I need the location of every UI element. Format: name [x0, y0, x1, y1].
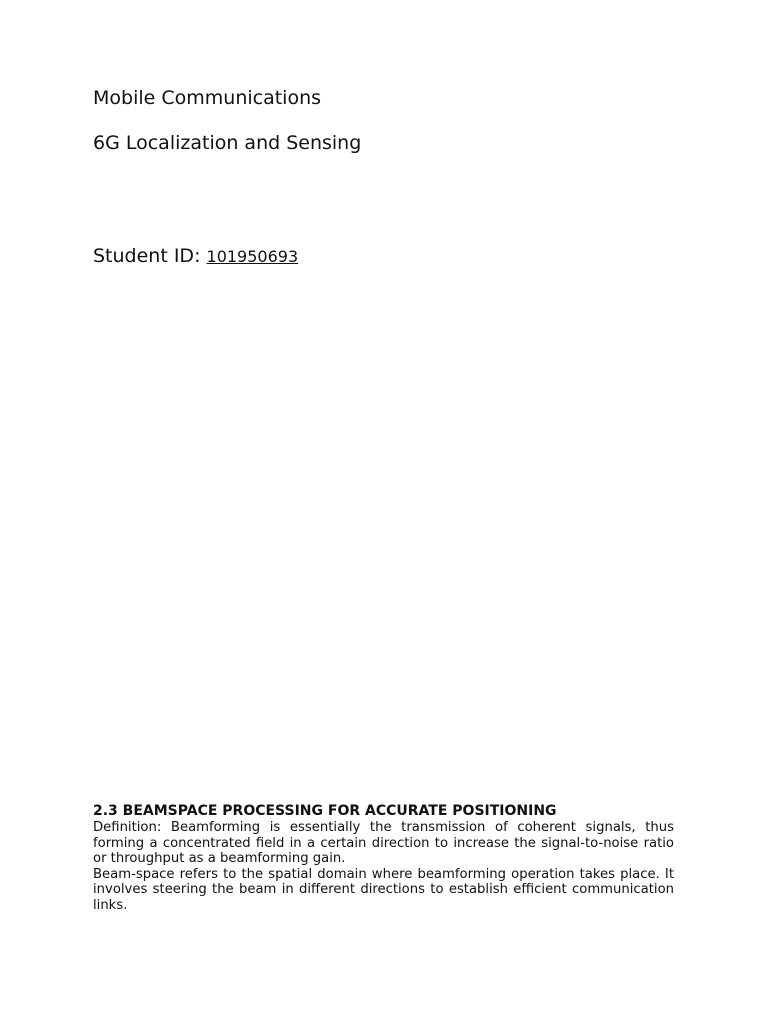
student-id-value: 101950693 — [206, 247, 299, 266]
paragraph-definition: Definition: Beamforming is essentially the transmission of coherent signals, thus forming a concentrated field in a certain direction to increase the signal-to-noise ratio or throughput as a beamforming gain. — [93, 820, 674, 867]
topic-title: 6G Localization and Sensing — [93, 132, 362, 154]
section-beamspace — [93, 803, 674, 914]
course-title: Mobile Communications — [93, 87, 322, 109]
student-id-label: Student ID: — [93, 245, 201, 267]
student-id-line — [93, 244, 298, 269]
paragraph-beam-space: Beam-space refers to the spatial domain where beamforming operation takes place. It involves steering the beam in different directions to establish efficient communication links. — [93, 866, 674, 913]
section-heading: 2.3 BEAMSPACE PROCESSING FOR ACCURATE POSITIONING — [93, 803, 557, 819]
